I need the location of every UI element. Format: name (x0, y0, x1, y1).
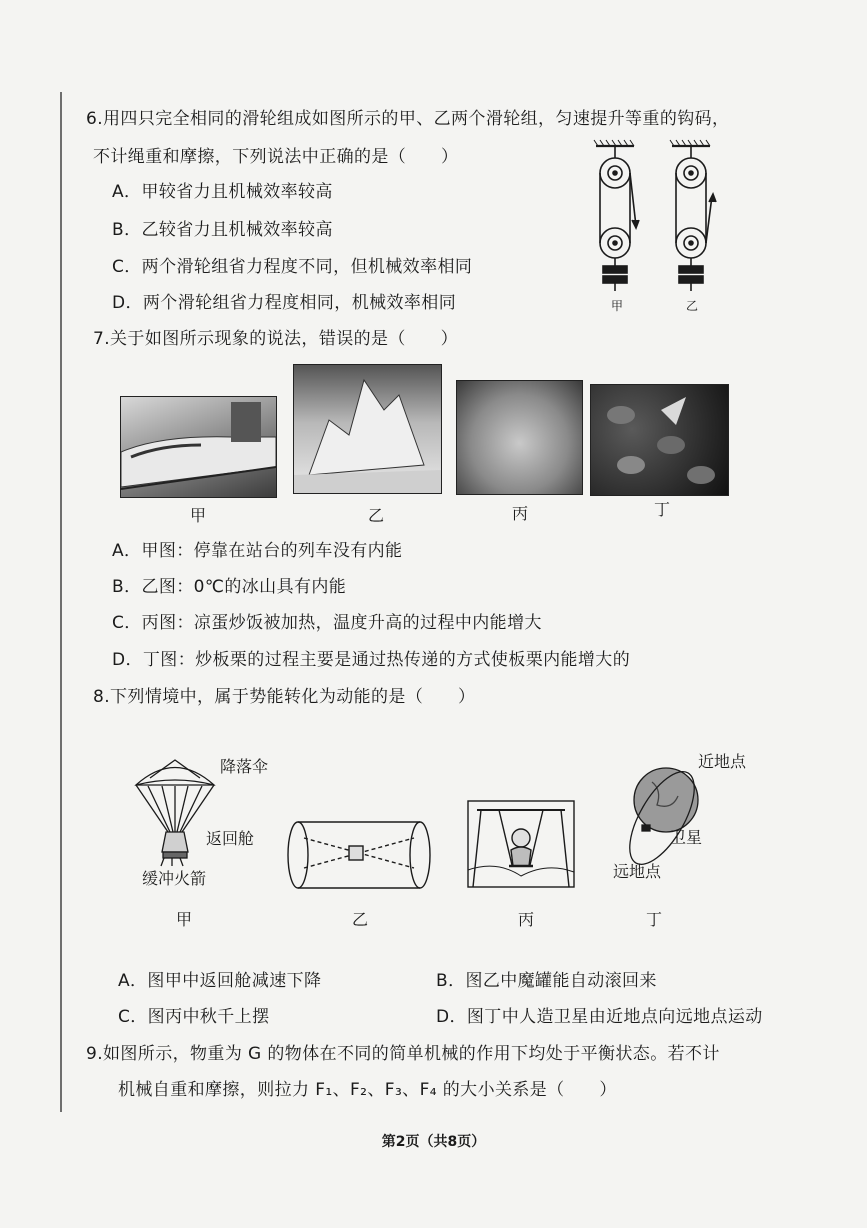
q6-stem-line2: 不计绳重和摩擦，下列说法中正确的是（ ） (93, 147, 459, 167)
q6-figure-label-yi: 乙 (686, 299, 699, 313)
photo-chestnuts (590, 384, 729, 496)
q7-option-b: B．乙图：0℃的冰山具有内能 (112, 577, 347, 597)
pulley-system-yi (670, 140, 716, 291)
q8-stem: 8.下列情境中，属于势能转化为动能的是（ ） (93, 687, 476, 707)
label-capsule: 返回舱 (206, 829, 255, 848)
label-rocket: 缓冲火箭 (142, 869, 207, 888)
q6-option-a: A．甲较省力且机械效率较高 (112, 182, 333, 202)
page-footer: 第2页（共8页） (381, 1134, 486, 1150)
q7-option-a: A．甲图：停靠在站台的列车没有内能 (112, 541, 403, 561)
q9-stem-line2: 机械自重和摩擦，则拉力 F₁、F₂、F₃、F₄ 的大小关系是（ ） (118, 1080, 617, 1100)
magic-can-figure (284, 818, 436, 892)
q6-option-c: C．两个滑轮组省力程度不同，但机械效率相同 (112, 257, 473, 277)
q7-option-d: D．丁图：炒板栗的过程主要是通过热传递的方式使板栗内能增大的 (112, 650, 631, 670)
swing-figure (467, 800, 575, 888)
q7-figure-label-ding: 丁 (654, 500, 671, 519)
label-parachute: 降落伞 (220, 757, 269, 776)
q8-option-c: C．图丙中秋千上摆 (118, 1007, 270, 1027)
label-perigee: 近地点 (698, 752, 747, 771)
photo-train (120, 396, 277, 498)
q8-figure-label-bing: 丙 (518, 910, 535, 929)
q8-figure-label-jia: 甲 (176, 910, 193, 929)
photo-fried-rice (456, 380, 583, 495)
q9-stem-line1: 9.如图所示，物重为 G 的物体在不同的简单机械的作用下均处于平衡状态。若不计 (86, 1044, 720, 1064)
photo-iceberg (293, 364, 442, 494)
pulley-figure (590, 136, 730, 316)
label-satellite: 卫星 (670, 828, 703, 847)
q7-stem: 7.关于如图所示现象的说法，错误的是（ ） (93, 329, 459, 349)
pulley-system-jia (594, 140, 639, 291)
q8-option-b: B．图乙中魔罐能自动滚回来 (436, 971, 657, 991)
label-apogee: 远地点 (613, 862, 662, 881)
q8-option-d: D．图丁中人造卫星由近地点向远地点运动 (436, 1007, 763, 1027)
q6-option-d: D．两个滑轮组省力程度相同，机械效率相同 (112, 293, 457, 313)
q6-figure-label-jia: 甲 (611, 299, 624, 313)
q7-option-c: C．丙图：凉蛋炒饭被加热，温度升高的过程中内能增大 (112, 613, 542, 633)
q8-figure-label-yi: 乙 (352, 910, 369, 929)
q7-figure-label-yi: 乙 (368, 506, 385, 525)
q7-figure-label-jia: 甲 (190, 506, 207, 525)
margin-line (60, 92, 62, 1112)
q7-figure-label-bing: 丙 (512, 504, 529, 523)
satellite-orbit-figure (612, 760, 702, 870)
q6-option-b: B．乙较省力且机械效率较高 (112, 220, 333, 240)
q8-figure-label-ding: 丁 (646, 910, 663, 929)
q8-option-a: A．图甲中返回舱减速下降 (118, 971, 322, 991)
parachute-figure (130, 750, 220, 875)
q6-stem-line1: 6.用四只完全相同的滑轮组成如图所示的甲、乙两个滑轮组，匀速提升等重的钩码， (86, 109, 730, 129)
